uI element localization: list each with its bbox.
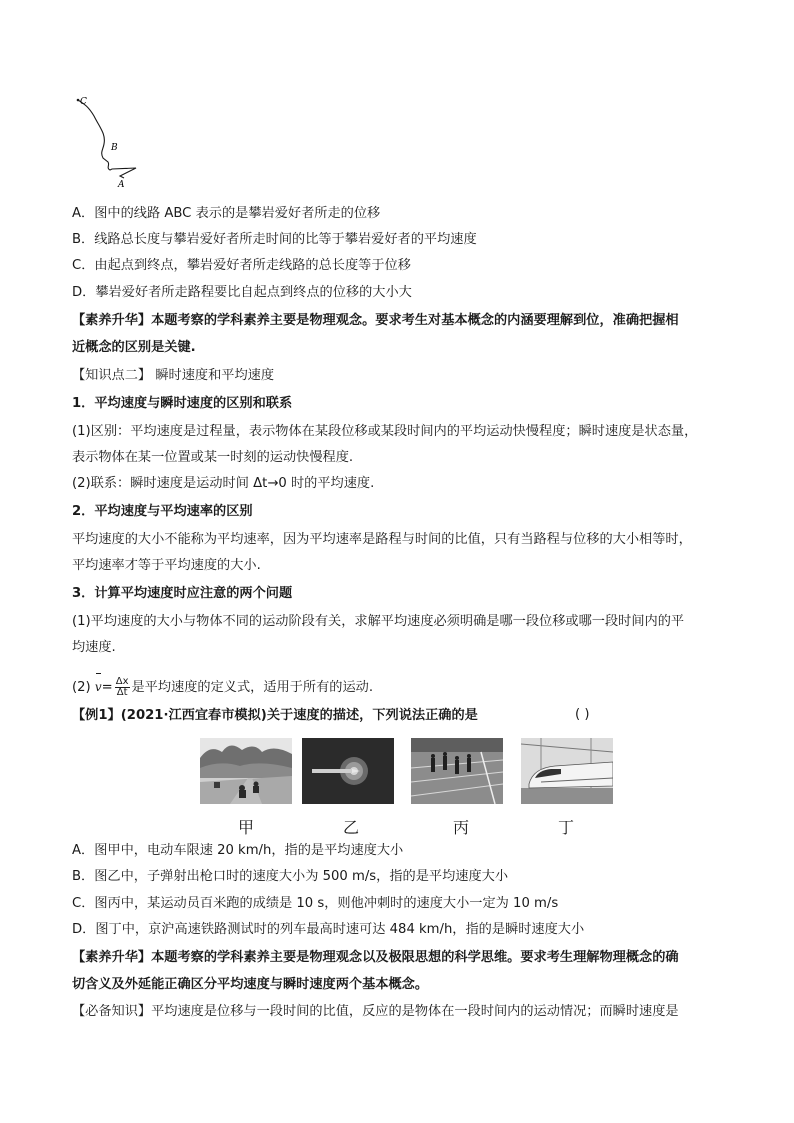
option-b: B．线路总长度与攀岩爱好者所走时间的比等于攀岩爱好者的平均速度 [72, 232, 477, 247]
section-heading-1: 1．平均速度与瞬时速度的区别和联系 [72, 396, 293, 411]
bibei-line-1: 【必备知识】平均速度是位移与一段时间的比值，反应的是物体在一段时间内的运动情况；而瞬时速度是 [72, 1004, 679, 1019]
caption-jia: 甲 [237, 818, 254, 837]
example-stem [72, 707, 732, 724]
paragraph-3a: 平均速度的大小不能称为平均速率，因为平均速率是路程与时间的比值，只有当路程与位移的大小相等时， [72, 532, 692, 547]
suyang-line-2: 近概念的区别是关键. [72, 340, 196, 355]
caption-bing: 丙 [452, 818, 469, 837]
photo-jia-scooter-road [200, 738, 292, 804]
route-path [78, 100, 136, 178]
formula-v: v [95, 676, 102, 698]
photo-bing-sprinters [411, 738, 503, 804]
section-heading-3: 3．计算平均速度时应注意的两个问题 [72, 586, 293, 601]
label-b: B [111, 143, 118, 153]
paragraph-4b: 均速度. [72, 640, 116, 655]
example-option-c: C．图丙中，某运动员百米跑的成绩是 10 s，则他冲刺时的速度大小一定为 10 m/s [72, 896, 559, 911]
suyang2-line-1: 【素养升华】本题考察的学科素养主要是物理观念以及极限思想的科学思维。要求考生理解物理概念的确 [72, 950, 679, 965]
answer-parentheses: ( ) [575, 707, 590, 722]
label-a: A [118, 180, 125, 190]
label-c: C [80, 97, 87, 107]
paragraph-3b: 平均速率才等于平均速度的大小. [72, 558, 261, 573]
caption-yi: 乙 [342, 818, 359, 837]
photo-ding-high-speed-train [521, 738, 613, 804]
suyang2-line-2: 切含义及外延能正确区分平均速度与瞬时速度两个基本概念。 [72, 977, 429, 992]
paragraph-1a: (1)区别：平均速度是过程量，表示物体在某段位移或某段时间内的平均运动快慢程度；瞬时速度是状态量， [72, 424, 698, 439]
example-option-d: D．图丁中，京沪高速铁路测试时的列车最高时速可达 484 km/h，指的是瞬时速度大小 [72, 922, 585, 937]
example-option-a: A．图甲中，电动车限速 20 km/h，指的是平均速度大小 [72, 843, 404, 858]
formula-eq: = [101, 680, 113, 695]
section-heading-2: 2．平均速度与平均速率的区别 [72, 504, 253, 519]
suyang-line-1: 【素养升华】本题考察的学科素养主要是物理观念。要求考生对基本概念的内涵要理解到位，准确把握相 [72, 313, 679, 328]
fraction-denominator: Δt [116, 686, 128, 698]
example-option-b: B．图乙中，子弹射出枪口时的速度大小为 500 m/s，指的是平均速度大小 [72, 869, 509, 884]
paragraph-1b: 表示物体在某一位置或某一时刻的运动快慢程度. [72, 450, 354, 465]
formula-prefix: (2) [72, 680, 91, 695]
formula-fraction [115, 677, 130, 698]
caption-ding: 丁 [557, 818, 574, 837]
option-d: D．攀岩爱好者所走路程要比自起点到终点的位移的大小大 [72, 285, 412, 300]
knowledge-point-title: 【知识点二】 瞬时速度和平均速度 [72, 368, 275, 383]
formula-line [72, 676, 732, 699]
paragraph-2: (2)联系：瞬时速度是运动时间 Δt→0 时的平均速度. [72, 476, 375, 491]
climbing-route-figure [70, 92, 150, 192]
option-c: C．由起点到终点，攀岩爱好者所走线路的总长度等于位移 [72, 258, 411, 273]
option-a: A．图中的线路 ABC 表示的是攀岩爱好者所走的位移 [72, 206, 381, 221]
formula-text: 是平均速度的定义式，适用于所有的运动. [131, 680, 374, 695]
fraction-numerator: Δx [115, 675, 129, 687]
photo-yi-bullet [302, 738, 394, 804]
paragraph-4a: (1)平均速度的大小与物体不同的运动阶段有关，求解平均速度必须明确是哪一段位移或哪一段时间内的平 [72, 614, 685, 629]
example-photos [200, 738, 620, 808]
example-stem-text: 【例1】(2021·江西宜春市模拟)关于速度的描述，下列说法正确的是 [72, 708, 478, 723]
